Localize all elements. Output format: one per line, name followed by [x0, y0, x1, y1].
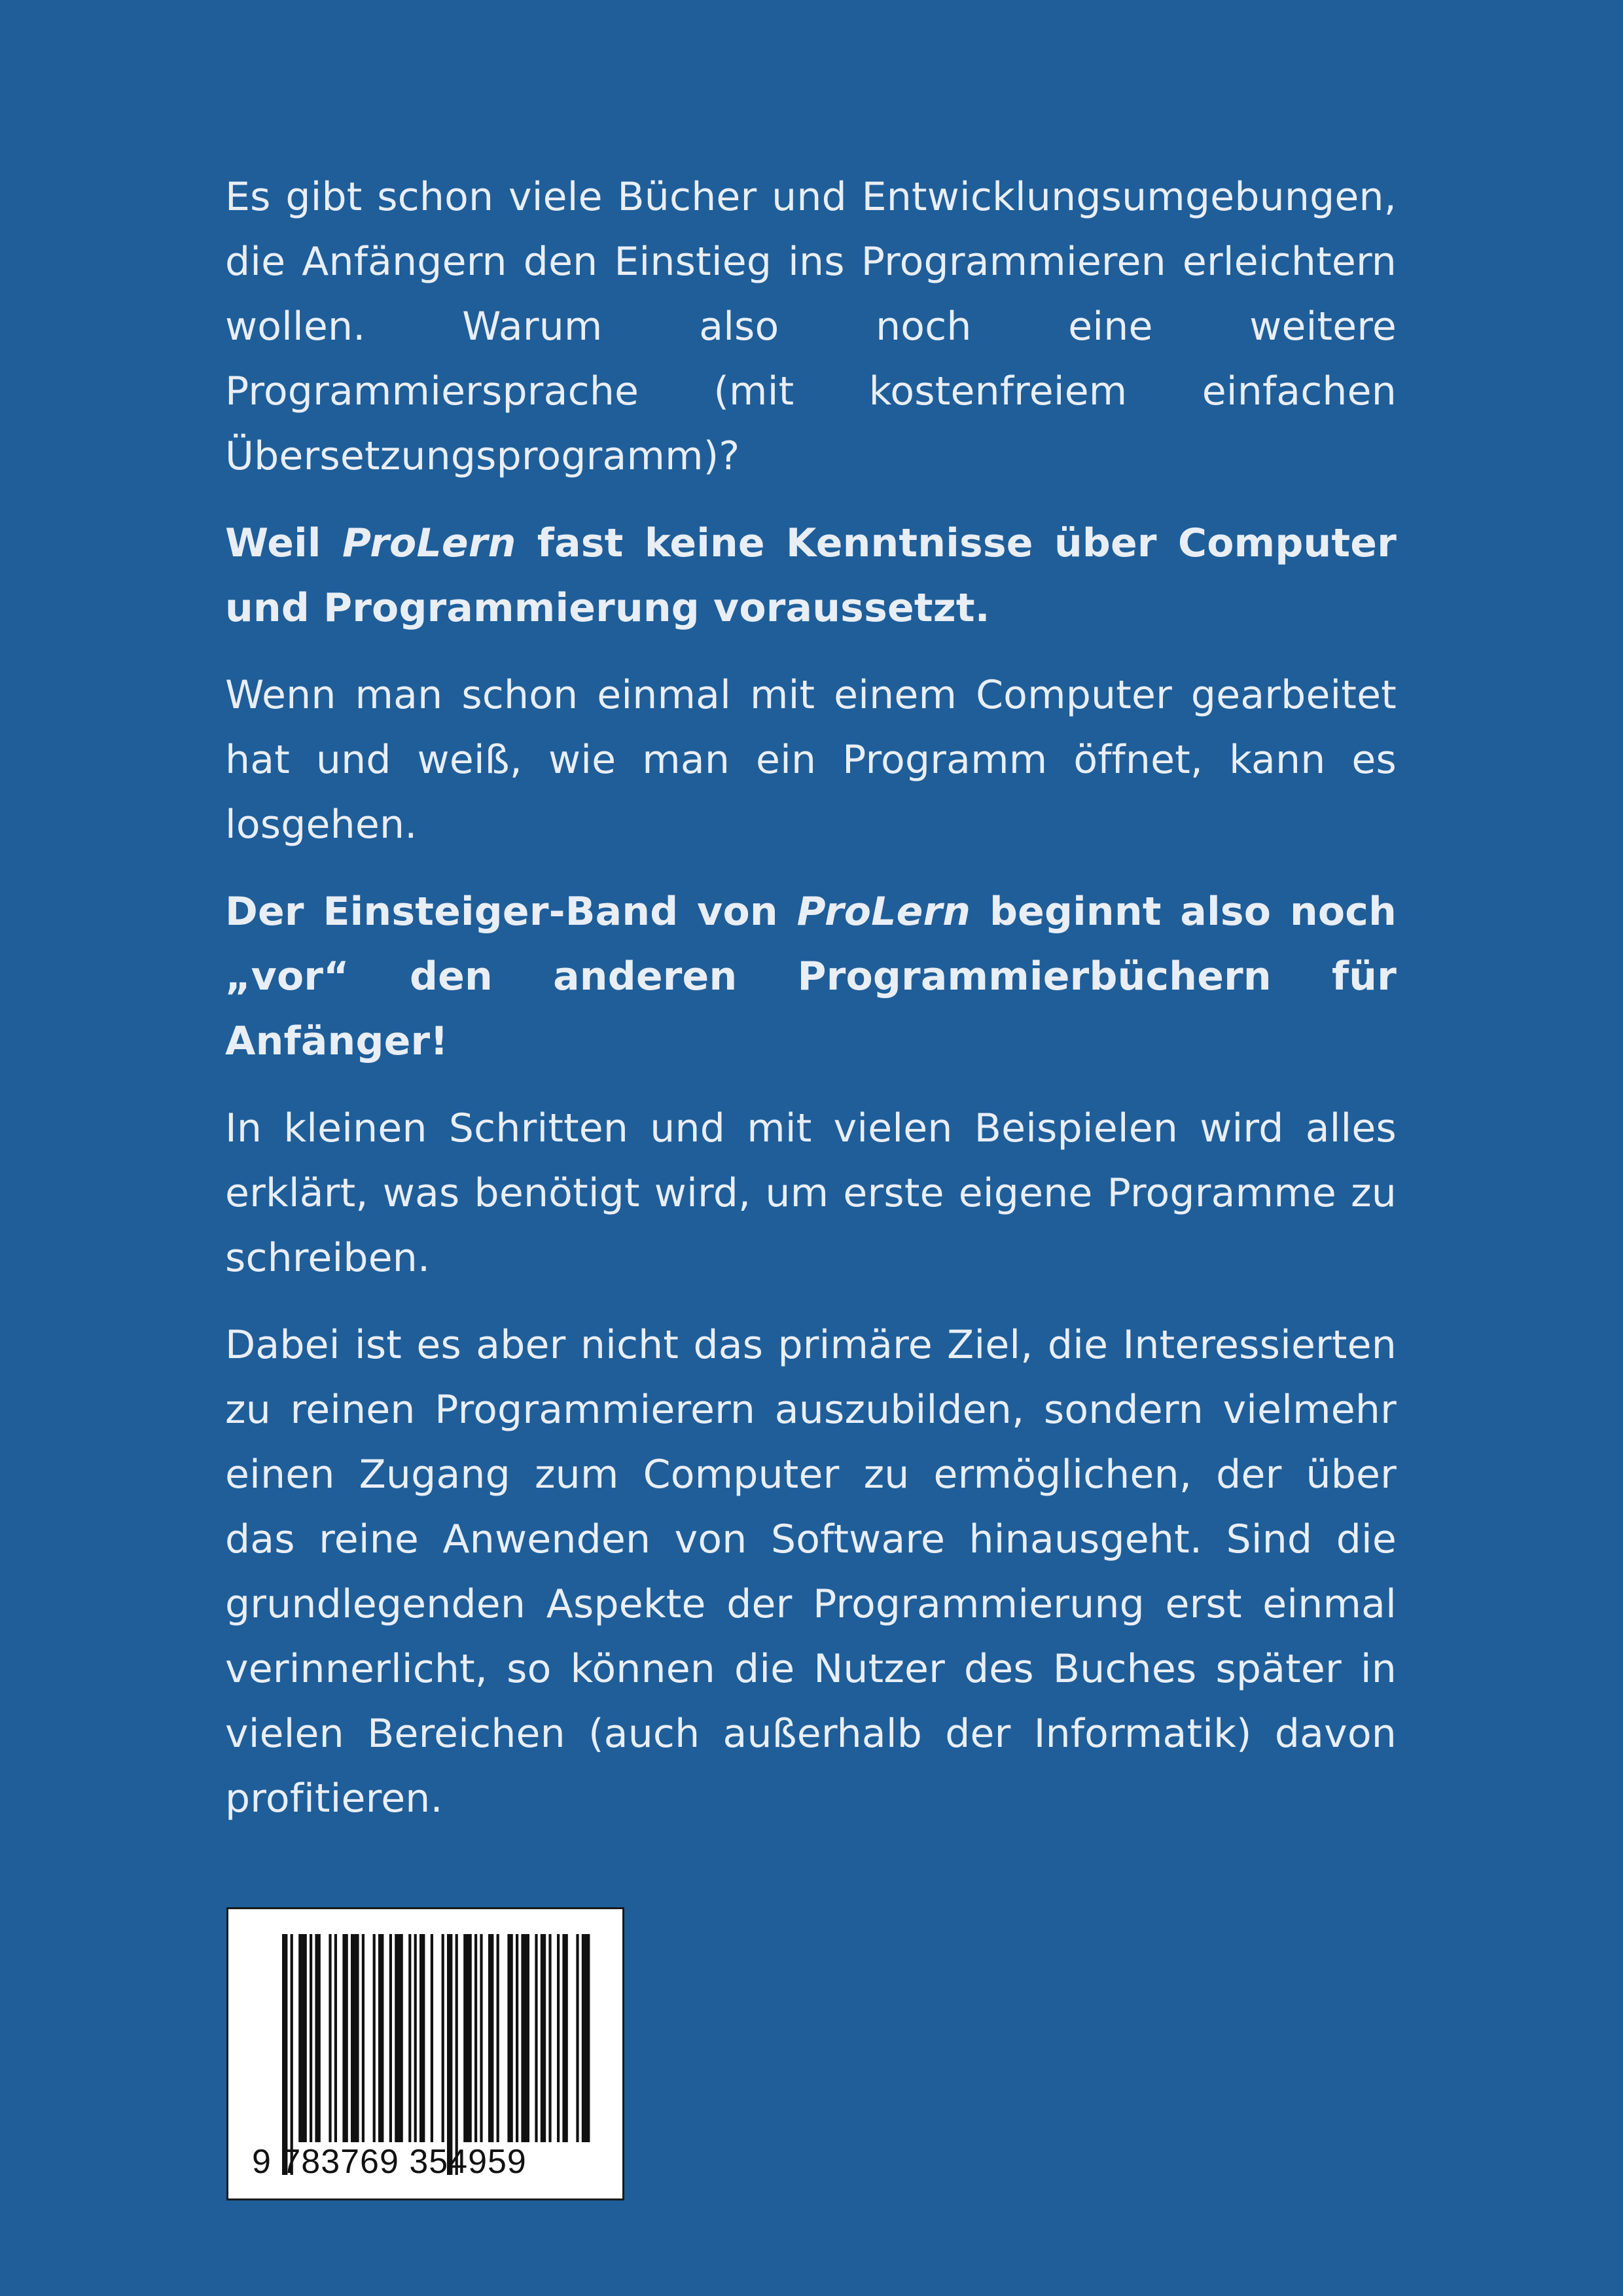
barcode-bar [408, 1934, 411, 2142]
barcode-bar [576, 1934, 579, 2142]
barcode-bar [310, 1934, 312, 2142]
barcode-bar [351, 1934, 359, 2142]
product-name: ProLern [342, 520, 516, 566]
barcode-bar [535, 1934, 537, 2142]
barcode-bar [395, 1934, 403, 2142]
barcode-bar [562, 1934, 567, 2142]
barcode-bar [521, 1934, 529, 2142]
paragraph-text: Der Einsteiger-Band von [225, 889, 797, 935]
barcode-bar [582, 1934, 590, 2142]
paragraph-text: Weil [225, 520, 342, 566]
paragraph-text: Dabei ist es aber nicht das primäre Ziel, die Interessierten zu reinen Programmierern auszubilden, sondern vielmehr einen Zugang zum Computer zu ermöglichen, der über das reine Anwenden von Software hinausgeht. Sind die grundlegenden Aspekte der Programmierung erst einmal verinnerlicht, so können die Nutzer des Buches später in vielen Bereichen (auch außerhalb der Informatik) davon profitieren. [225, 1322, 1397, 1821]
barcode-bar [548, 1934, 551, 2142]
product-name: ProLern [796, 889, 971, 935]
paragraph-6 [225, 1313, 1397, 1831]
barcode-bar [291, 1934, 293, 2175]
barcode-bar [362, 1934, 365, 2142]
barcode-bar [516, 1934, 518, 2142]
back-cover-text [225, 165, 1397, 1854]
barcode-bar [414, 1934, 417, 2142]
barcode-bar [557, 1934, 560, 2142]
paragraph-text: In kleinen Schritten und mit vielen Beispielen wird alles erklärt, was benötigt wird, um erste eigene Programme zu schreiben. [225, 1105, 1397, 1281]
barcode-bar [315, 1934, 320, 2142]
barcode-bar [342, 1934, 348, 2142]
paragraph-text: Es gibt schon viele Bücher und Entwicklungsumgebungen, die Anfängern den Einstieg ins Programmieren erleichtern wollen. Warum also noch eine weitere Programmiersprache (mit kostenfreiem einfachen Übersetzungsprogramm)? [225, 174, 1397, 479]
barcode-bar [442, 1934, 444, 2142]
paragraph-3 [225, 663, 1397, 857]
barcode-bar [488, 1934, 493, 2142]
barcode-bar [497, 1934, 499, 2142]
barcode-bar [373, 1934, 376, 2142]
paragraph-text: fast keine Kenntnisse über Computer und Programmierung voraussetzt. [225, 520, 1397, 631]
barcode-bar [389, 1934, 392, 2142]
isbn-barcode [226, 1907, 624, 2200]
barcode-bar [419, 1934, 425, 2142]
barcode-bar [431, 1934, 433, 2142]
barcode-bar [507, 1934, 512, 2142]
paragraph-5 [225, 1096, 1397, 1291]
paragraph-2 [225, 511, 1397, 641]
isbn-digits: 9 783769 354959 [252, 2143, 527, 2181]
paragraph-4 [225, 880, 1397, 1074]
paragraph-text: Wenn man schon einmal mit einem Computer gearbeitet hat und weiß, wie man ein Programm öffnet, kann es losgehen. [225, 672, 1397, 848]
barcode-bar [329, 1934, 331, 2142]
barcode-bar [447, 1934, 452, 2175]
barcode-bar [541, 1934, 546, 2142]
paragraph-1 [225, 165, 1397, 489]
barcode-bar [282, 1934, 287, 2175]
barcode-bar [298, 1934, 307, 2142]
paragraph-text: beginnt also noch „vor“ den anderen Programmierbüchern für Anfänger! [225, 889, 1397, 1064]
barcode-bar [334, 1934, 337, 2142]
barcode-bar [378, 1934, 383, 2142]
barcode-bar [463, 1934, 472, 2142]
barcode-bar [455, 1934, 458, 2175]
barcode-bar [474, 1934, 477, 2142]
barcode-bar [480, 1934, 482, 2142]
